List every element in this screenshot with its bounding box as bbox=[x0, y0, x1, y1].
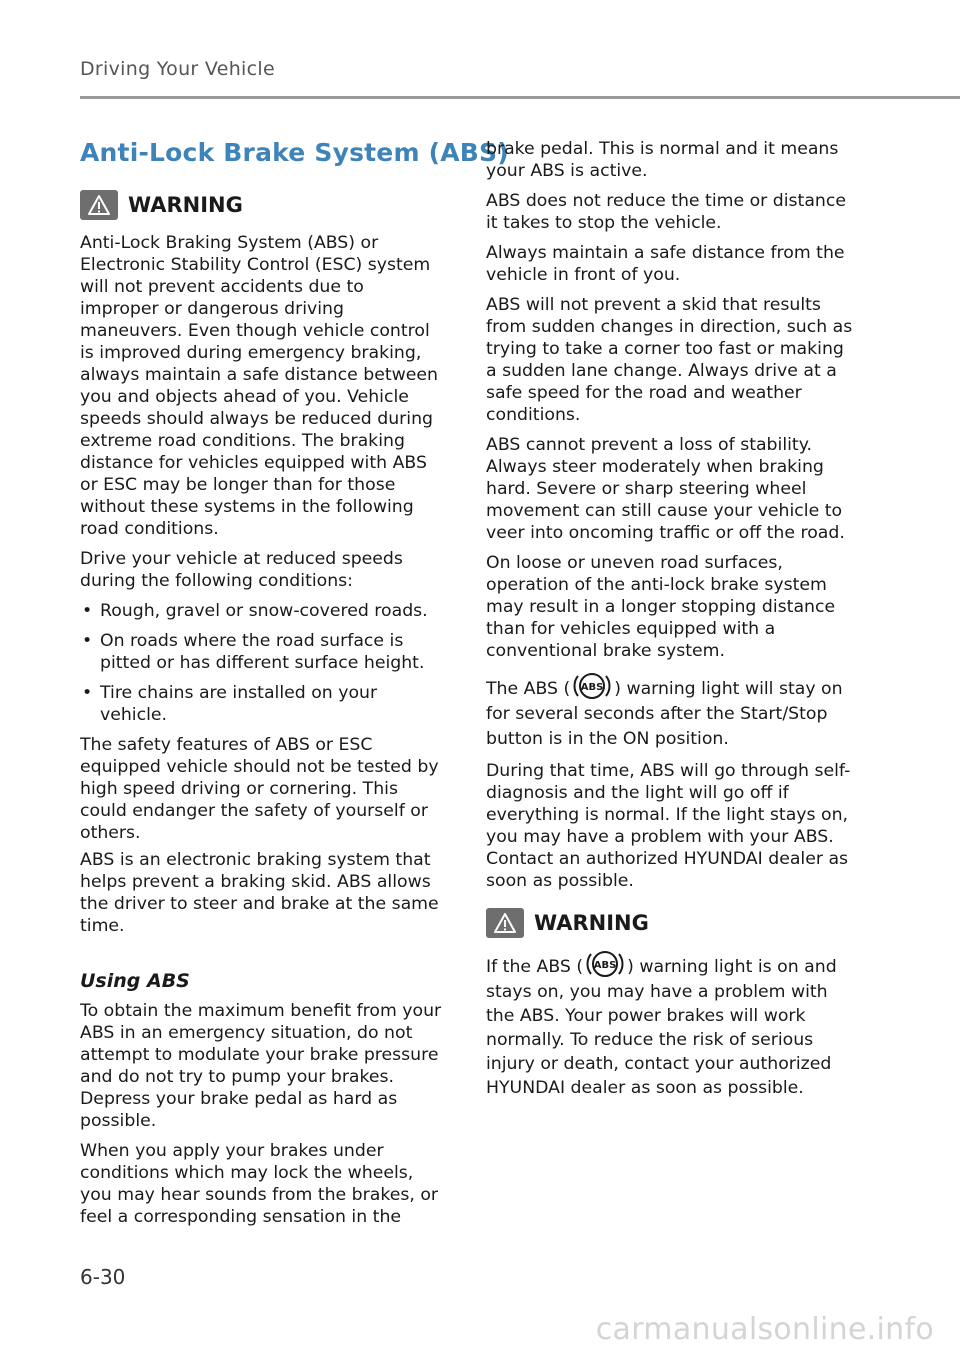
page-number: 6-30 bbox=[80, 1265, 126, 1289]
section-title: Anti-Lock Brake System (ABS) bbox=[80, 138, 509, 167]
warning2-paragraph bbox=[486, 954, 854, 1100]
using-abs-paragraph-2: When you apply your brakes under conditions which may lock the wheels, you may hear sounds from the brakes, or feel a corresponding sensation in the bbox=[80, 1141, 439, 1227]
using-abs-block bbox=[80, 970, 442, 1228]
abs-intro-paragraph: ABS is an electronic braking system that helps prevent a braking skid. ABS allows the driver to steer and brake at the same time. bbox=[80, 850, 439, 936]
warning2-text-post: ) warning light is on and stays on, you may have a problem with the ABS. Your power brakes will work normally. To reduce the risk of serious injury or death, contact your authorized HYUNDAI dealer as soon as possible. bbox=[486, 957, 837, 1098]
abs-icon-label: ABS bbox=[593, 960, 617, 971]
warning1-safety-paragraph: The safety features of ABS or ESC equipped vehicle should not be tested by high speed driving or cornering. This could endanger the safety of yourself or others. bbox=[80, 735, 439, 843]
warning-block-2 bbox=[486, 908, 854, 1100]
list-item: • Tire chains are installed on your vehicle. bbox=[80, 682, 442, 726]
abs-light-text-pre: The ABS ( bbox=[486, 679, 571, 699]
right-paragraph-4: ABS will not prevent a skid that results from sudden changes in direction, such as trying to take a corner too fast or making a sudden lane change. Always drive at a safe speed for the road and weather conditions. bbox=[486, 295, 853, 425]
right-paragraph-2: ABS does not reduce the time or distance it takes to stop the vehicle. bbox=[486, 191, 846, 233]
warning-block-1 bbox=[80, 190, 442, 844]
right-paragraph-3: Always maintain a safe distance from the vehicle in front of you. bbox=[486, 243, 845, 285]
warning-label: WARNING bbox=[534, 911, 649, 935]
right-paragraph-6: On loose or uneven road surfaces, operation of the anti-lock brake system may result in a longer stopping distance than for vehicles equipped with a conventional brake system. bbox=[486, 553, 836, 661]
warning1-conditions-intro: Drive your vehicle at reduced speeds during the following conditions: bbox=[80, 549, 403, 591]
abs-intro-block bbox=[80, 849, 442, 937]
right-paragraph-5: ABS cannot prevent a loss of stability. Always steer moderately when braking hard. Severe or sharp steering wheel movement can still cause your vehicle to veer into oncoming traffic or off the road. bbox=[486, 435, 845, 543]
warning2-text-pre: If the ABS ( bbox=[486, 957, 584, 977]
abs-light-text-post: ) warning light will stay on for several seconds after the Start/Stop button is in the ON position. bbox=[486, 679, 843, 749]
abs-light-paragraph bbox=[486, 676, 854, 752]
right-paragraph-8: During that time, ABS will go through self-diagnosis and the light will go off if everything is normal. If the light stays on, you may have a problem with your ABS. Contact an authorized HYUNDAI dealer as soon as possible. bbox=[486, 761, 851, 891]
right-column-text bbox=[486, 138, 854, 892]
warning-triangle-icon bbox=[80, 190, 118, 220]
conditions-list bbox=[80, 600, 442, 726]
list-item: • On roads where the road surface is pitted or has different surface height. bbox=[80, 630, 442, 674]
warning-heading-2 bbox=[486, 908, 854, 938]
abs-icon-label: ABS bbox=[580, 682, 604, 693]
warning-label: WARNING bbox=[128, 193, 243, 217]
right-paragraph-1: brake pedal. This is normal and it means your ABS is active. bbox=[486, 139, 839, 181]
watermark: carmanualsonline.info bbox=[595, 1312, 934, 1347]
using-abs-title: Using ABS bbox=[80, 970, 190, 992]
abs-warning-light-icon bbox=[572, 670, 612, 702]
warning1-paragraph: Anti-Lock Braking System (ABS) or Electronic Stability Control (ESC) system will not prevent accidents due to improper or dangerous driving maneuvers. Even though vehicle control is improved during emergency braking, always maintain a safe distance between you and objects ahead of you. Vehicle speeds should always be reduced during extreme road conditions. The braking distance for vehicles equipped with ABS or ESC may be longer than for those without these systems in the following road conditions. bbox=[80, 233, 438, 539]
running-header: Driving Your Vehicle bbox=[80, 58, 275, 80]
warning-heading-1 bbox=[80, 190, 442, 220]
warning-triangle-icon bbox=[486, 908, 524, 938]
list-item: • Rough, gravel or snow-covered roads. bbox=[80, 600, 442, 622]
using-abs-paragraph-1: To obtain the maximum benefit from your ABS in an emergency situation, do not attempt to modulate your brake pressure and do not try to pump your brakes. Depress your brake pedal as hard as possible. bbox=[80, 1001, 442, 1131]
abs-warning-light-icon bbox=[585, 948, 625, 980]
header-divider bbox=[80, 96, 960, 99]
